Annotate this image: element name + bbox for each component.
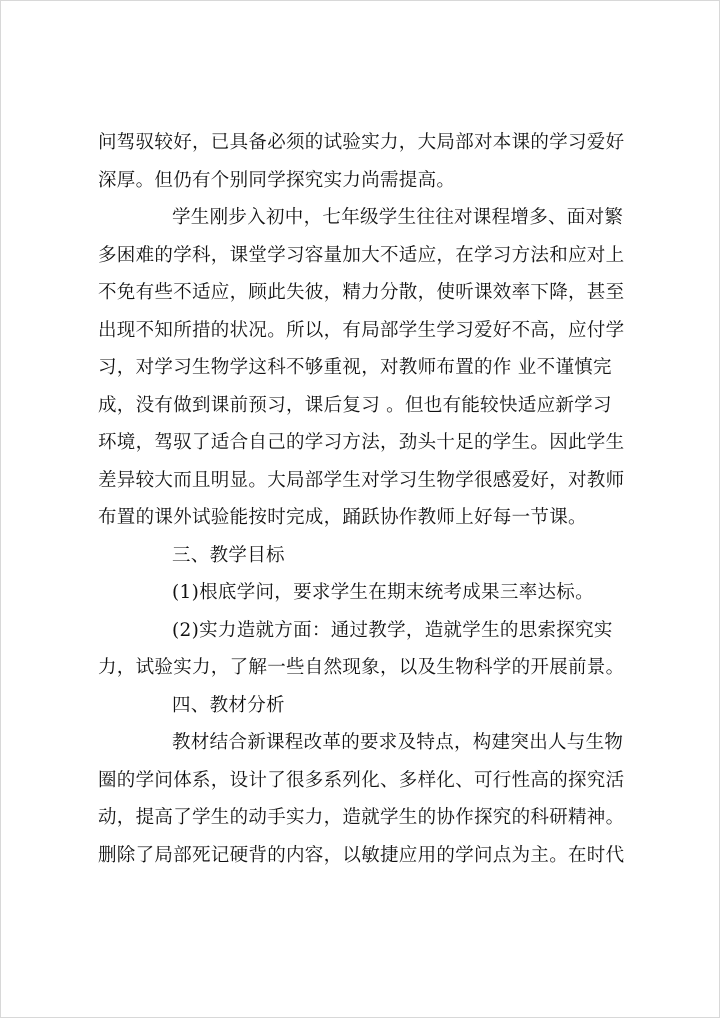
paragraph-line: 习，对学习生物学这科不够重视，对教师布置的作 业不谨慎完 <box>98 357 612 378</box>
paragraph-line: 不免有些不适应，顾此失彼，精力分散，使听课效率下降，甚至 <box>98 282 625 303</box>
paragraph-line: 深厚。但仍有个别同学探究实力尚需提高。 <box>98 169 456 191</box>
paragraph-line: 差异较大而且明显。大局部学生对学习生物学很感爱好，对教师 <box>98 469 625 491</box>
paragraph-line: 力，试验实力，了解一些自然现象，以及生物科学的开展前景。 <box>98 657 625 678</box>
paragraph-line: 删除了局部死记硬背的内容，以敏捷应用的学问点为主。在时代 <box>98 844 625 866</box>
paragraph-line: 成，没有做到课前预习，课后复习 。但也有能较快适应新学习 <box>98 394 612 416</box>
paragraph-line: (2)实力造就方面：通过教学，造就学生的思索探究实 <box>172 619 613 641</box>
paragraph-line: 圈的学问体系，设计了很多系列化、多样化、可行性高的探究活 <box>98 769 625 791</box>
paragraph-line: 出现不知所措的状况。所以，有局部学生学习爱好不高，应付学 <box>98 319 625 341</box>
document-body <box>98 124 632 874</box>
paragraph-line: 学生刚步入初中，七年级学生往往对课程增多、面对繁 <box>172 207 624 228</box>
paragraph-line: 动，提高了学生的动手实力，造就学生的协作探究的科研精神。 <box>98 807 625 828</box>
paragraph-line: 布置的课外试验能按时完成，踊跃协作教师上好每一节课。 <box>98 507 587 528</box>
paragraph-line: 多困难的学科，课堂学习容量加大不适应，在学习方法和应对上 <box>98 244 625 266</box>
paragraph-line: 环境，驾驭了适合自己的学习方法，劲头十足的学生。因此学生 <box>98 432 625 453</box>
section-heading: 四、教材分析 <box>172 694 285 716</box>
paragraph-line: 问驾驭较好，已具备必须的试验实力，大局部对本课的学习爱好 <box>98 132 625 153</box>
paragraph-line: (1)根底学问，要求学生在期末统考成果三率达标。 <box>172 582 594 603</box>
paragraph-line: 教材结合新课程改革的要求及特点，构建突出人与生物 <box>172 732 624 753</box>
section-heading: 三、教学目标 <box>172 544 285 566</box>
